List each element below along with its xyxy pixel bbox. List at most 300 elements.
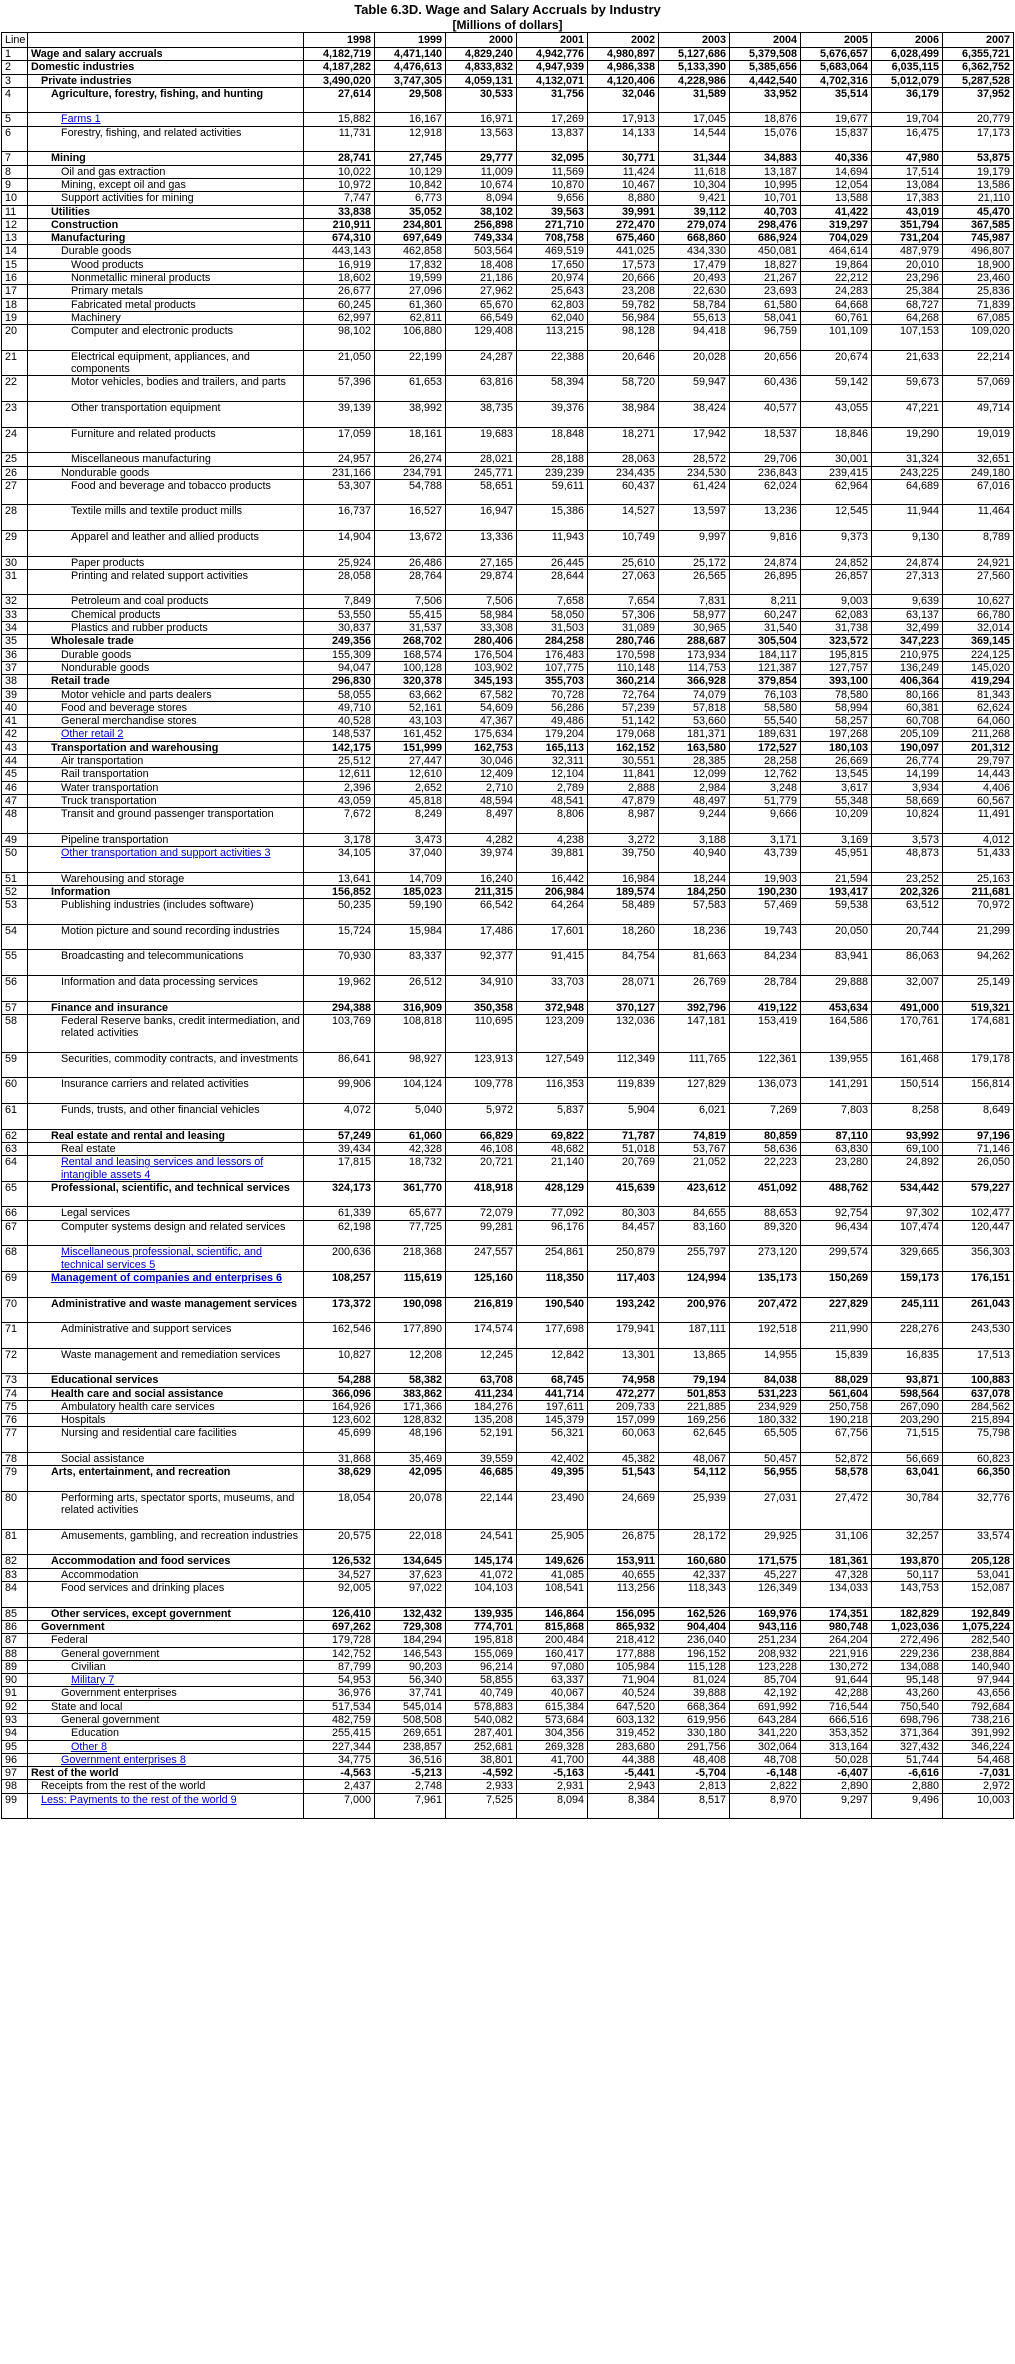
value-cell: 21,299 <box>943 924 1014 950</box>
value-cell: 247,557 <box>446 1246 517 1272</box>
value-cell: 63,708 <box>446 1374 517 1387</box>
row-label-text: Machinery <box>71 311 121 324</box>
value-cell: 34,527 <box>304 1568 375 1581</box>
value-cell: -5,704 <box>659 1767 730 1780</box>
value-cell: 22,388 <box>517 350 588 376</box>
value-cell: 85,704 <box>730 1674 801 1687</box>
value-cell: 22,214 <box>943 350 1014 376</box>
value-cell: 18,054 <box>304 1491 375 1529</box>
value-cell: 643,284 <box>730 1714 801 1727</box>
value-cell: 110,695 <box>446 1014 517 1052</box>
table-row <box>2 505 1014 531</box>
value-cell: 20,028 <box>659 350 730 376</box>
value-cell: 15,724 <box>304 924 375 950</box>
value-cell: 7,961 <box>375 1793 446 1819</box>
line-number: 51 <box>2 872 28 885</box>
row-label <box>28 608 304 621</box>
value-cell: 22,018 <box>375 1529 446 1555</box>
value-cell: 28,572 <box>659 453 730 466</box>
value-cell: 39,139 <box>304 402 375 428</box>
value-cell: 59,673 <box>872 376 943 402</box>
row-label-text: Primary metals <box>71 285 143 298</box>
value-cell: 94,262 <box>943 950 1014 976</box>
value-cell: 296,830 <box>304 675 375 688</box>
value-cell: 24,283 <box>801 285 872 298</box>
line-number: 68 <box>2 1246 28 1272</box>
value-cell: 366,928 <box>659 675 730 688</box>
line-number: 23 <box>2 402 28 428</box>
line-number: 18 <box>2 298 28 311</box>
value-cell: -5,163 <box>517 1767 588 1780</box>
line-number: 16 <box>2 272 28 285</box>
value-cell: 243,225 <box>872 466 943 479</box>
value-cell: 17,913 <box>588 113 659 126</box>
value-cell: 4,406 <box>943 781 1014 794</box>
value-cell: 100,128 <box>375 661 446 674</box>
value-cell: 464,614 <box>801 245 872 258</box>
value-cell: 865,932 <box>588 1620 659 1633</box>
value-cell: 142,752 <box>304 1647 375 1660</box>
value-cell: 60,436 <box>730 376 801 402</box>
value-cell: 943,116 <box>730 1620 801 1633</box>
row-label <box>28 781 304 794</box>
value-cell: 12,762 <box>730 768 801 781</box>
value-cell: 175,634 <box>446 728 517 741</box>
row-label-text: Nondurable goods <box>61 466 150 479</box>
line-number: 2 <box>2 61 28 74</box>
value-cell: 23,252 <box>872 872 943 885</box>
row-label <box>28 466 304 479</box>
value-cell: 43,055 <box>801 402 872 428</box>
value-cell: 218,368 <box>375 1246 446 1272</box>
value-cell: 51,142 <box>588 715 659 728</box>
table-row <box>2 808 1014 834</box>
value-cell: 17,383 <box>872 192 943 205</box>
footnote-link[interactable]: Miscellaneous professional, scientific, and technical services 5 <box>61 1246 263 1271</box>
value-cell: 100,883 <box>943 1374 1014 1387</box>
value-cell: 61,424 <box>659 479 730 505</box>
line-number: 5 <box>2 113 28 126</box>
value-cell: 42,095 <box>375 1466 446 1492</box>
row-label <box>28 1620 304 1633</box>
value-cell: 28,071 <box>588 976 659 1002</box>
value-cell: 234,929 <box>730 1400 801 1413</box>
value-cell: 27,447 <box>375 755 446 768</box>
value-cell: 19,683 <box>446 427 517 453</box>
value-cell: 256,898 <box>446 218 517 231</box>
value-cell: 205,109 <box>872 728 943 741</box>
value-cell: 115,619 <box>375 1271 446 1297</box>
value-cell: 43,103 <box>375 715 446 728</box>
value-cell: 503,564 <box>446 245 517 258</box>
row-label-text: Other transportation equipment <box>71 402 221 415</box>
value-cell: 2,437 <box>304 1780 375 1793</box>
row-label <box>28 741 304 754</box>
value-cell: 298,476 <box>730 218 801 231</box>
value-cell: 28,764 <box>375 569 446 595</box>
value-cell: 47,879 <box>588 794 659 807</box>
footnote-link[interactable]: Other 8 <box>71 1740 108 1753</box>
footnote-link[interactable]: Military 7 <box>71 1674 115 1687</box>
value-cell: 419,294 <box>943 675 1014 688</box>
value-cell: 17,059 <box>304 427 375 453</box>
value-cell: 31,106 <box>801 1529 872 1555</box>
table-row <box>2 285 1014 298</box>
value-cell: 9,656 <box>517 192 588 205</box>
value-cell: 60,823 <box>943 1453 1014 1466</box>
value-cell: 141,291 <box>801 1078 872 1104</box>
value-cell: 127,829 <box>659 1078 730 1104</box>
value-cell: 108,541 <box>517 1582 588 1608</box>
row-label-text: Administrative and waste management services <box>51 1297 298 1310</box>
value-cell: 103,769 <box>304 1014 375 1052</box>
value-cell: 51,744 <box>872 1753 943 1766</box>
value-cell: 63,816 <box>446 376 517 402</box>
value-cell: 104,124 <box>375 1078 446 1104</box>
footnote-link[interactable]: Farms 1 <box>61 113 101 126</box>
value-cell: 84,655 <box>659 1207 730 1220</box>
value-cell: 4,059,131 <box>446 74 517 87</box>
value-cell: 4,238 <box>517 833 588 846</box>
value-cell: 347,223 <box>872 635 943 648</box>
row-label <box>28 205 304 218</box>
value-cell: 8,517 <box>659 1793 730 1819</box>
value-cell: 6,028,499 <box>872 48 943 61</box>
line-number: 8 <box>2 165 28 178</box>
table-row <box>2 1207 1014 1220</box>
value-cell: 179,178 <box>943 1052 1014 1078</box>
line-number: 83 <box>2 1568 28 1581</box>
value-cell: 95,148 <box>872 1674 943 1687</box>
value-cell: 508,508 <box>375 1714 446 1727</box>
value-cell: 89,320 <box>730 1220 801 1246</box>
value-cell: 20,666 <box>588 272 659 285</box>
value-cell: 59,611 <box>517 479 588 505</box>
value-cell: 192,518 <box>730 1323 801 1349</box>
table-row <box>2 113 1014 126</box>
row-label <box>28 48 304 61</box>
value-cell: 9,639 <box>872 595 943 608</box>
value-cell: -6,616 <box>872 1767 943 1780</box>
value-cell: 2,396 <box>304 781 375 794</box>
line-number: 34 <box>2 622 28 635</box>
value-cell: 127,757 <box>801 661 872 674</box>
row-label-text: Other services, except government <box>51 1607 232 1620</box>
value-cell: 50,235 <box>304 899 375 925</box>
line-number: 39 <box>2 688 28 701</box>
value-cell: 17,573 <box>588 258 659 271</box>
table-row <box>2 298 1014 311</box>
value-cell: 18,846 <box>801 427 872 453</box>
table-row <box>2 794 1014 807</box>
value-cell: 323,572 <box>801 635 872 648</box>
value-cell: 59,142 <box>801 376 872 402</box>
table-row <box>2 1491 1014 1529</box>
value-cell: 185,023 <box>375 886 446 899</box>
footnote-link[interactable]: Other retail 2 <box>61 728 124 741</box>
value-cell: 12,409 <box>446 768 517 781</box>
line-number: 44 <box>2 755 28 768</box>
table-row <box>2 1647 1014 1660</box>
value-cell: 10,209 <box>801 808 872 834</box>
value-cell: 200,636 <box>304 1246 375 1272</box>
value-cell: -7,031 <box>943 1767 1014 1780</box>
line-number: 12 <box>2 218 28 231</box>
value-cell: 9,373 <box>801 530 872 556</box>
row-label <box>28 376 304 402</box>
value-cell: 62,803 <box>517 298 588 311</box>
value-cell: -4,563 <box>304 1767 375 1780</box>
value-cell: 210,911 <box>304 218 375 231</box>
table-subtitle: [Millions of dollars] <box>452 18 563 32</box>
value-cell: 14,527 <box>588 505 659 531</box>
value-cell: 134,033 <box>801 1582 872 1608</box>
value-cell: 3,573 <box>872 833 943 846</box>
value-cell: 26,875 <box>588 1529 659 1555</box>
value-cell: 70,972 <box>943 899 1014 925</box>
value-cell: 128,832 <box>375 1414 446 1427</box>
row-label <box>28 1387 304 1400</box>
row-label-text: Securities, commodity contracts, and investments <box>61 1052 299 1065</box>
value-cell: 39,750 <box>588 847 659 873</box>
row-label-text: Food and beverage stores <box>61 701 188 714</box>
row-label <box>28 556 304 569</box>
value-cell: 20,769 <box>588 1156 659 1182</box>
value-cell: 13,187 <box>730 165 801 178</box>
row-label <box>28 976 304 1002</box>
value-cell: 750,540 <box>872 1700 943 1713</box>
value-cell: 62,198 <box>304 1220 375 1246</box>
value-cell: 10,972 <box>304 178 375 191</box>
row-label-text: Accommodation and food services <box>51 1555 231 1568</box>
value-cell: 57,249 <box>304 1129 375 1142</box>
value-cell: 236,843 <box>730 466 801 479</box>
value-cell: 3,617 <box>801 781 872 794</box>
value-cell: 472,277 <box>588 1387 659 1400</box>
value-cell: 168,574 <box>375 648 446 661</box>
value-cell: 330,180 <box>659 1727 730 1740</box>
value-cell: 268,702 <box>375 635 446 648</box>
value-cell: 43,260 <box>872 1687 943 1700</box>
row-label <box>28 311 304 324</box>
value-cell: 41,072 <box>446 1568 517 1581</box>
value-cell: 10,674 <box>446 178 517 191</box>
value-cell: 43,656 <box>943 1687 1014 1700</box>
table-row <box>2 1414 1014 1427</box>
value-cell: 126,532 <box>304 1555 375 1568</box>
value-cell: 26,274 <box>375 453 446 466</box>
value-cell: 62,040 <box>517 311 588 324</box>
value-cell: 93,871 <box>872 1374 943 1387</box>
value-cell: 61,360 <box>375 298 446 311</box>
value-cell: 51,433 <box>943 847 1014 873</box>
value-cell: -6,407 <box>801 1767 872 1780</box>
value-cell: 38,629 <box>304 1466 375 1492</box>
value-cell: 39,434 <box>304 1142 375 1155</box>
value-cell: 147,181 <box>659 1014 730 1052</box>
row-label <box>28 1767 304 1780</box>
value-cell: 58,050 <box>517 608 588 621</box>
value-cell: 62,083 <box>801 608 872 621</box>
value-cell: 160,680 <box>659 1555 730 1568</box>
value-cell: 40,655 <box>588 1568 659 1581</box>
value-cell: 18,848 <box>517 427 588 453</box>
value-cell: 57,469 <box>730 899 801 925</box>
value-cell: 20,050 <box>801 924 872 950</box>
value-cell: 8,211 <box>730 595 801 608</box>
footnote-link[interactable]: Government enterprises 8 <box>61 1753 186 1766</box>
table-row <box>2 715 1014 728</box>
value-cell: 209,733 <box>588 1400 659 1413</box>
value-cell: 36,976 <box>304 1687 375 1700</box>
value-cell: 7,000 <box>304 1793 375 1819</box>
value-cell: 980,748 <box>801 1620 872 1633</box>
row-label <box>28 1660 304 1673</box>
value-cell: 173,372 <box>304 1297 375 1323</box>
table-row <box>2 61 1014 74</box>
value-cell: 13,865 <box>659 1348 730 1374</box>
value-cell: 251,234 <box>730 1634 801 1647</box>
value-cell: 25,172 <box>659 556 730 569</box>
line-number: 35 <box>2 635 28 648</box>
value-cell: 107,153 <box>872 325 943 351</box>
value-cell: 39,974 <box>446 847 517 873</box>
value-cell: 304,356 <box>517 1727 588 1740</box>
footnote-link[interactable]: Less: Payments to the rest of the world 9 <box>41 1793 237 1806</box>
value-cell: 83,941 <box>801 950 872 976</box>
value-cell: 161,468 <box>872 1052 943 1078</box>
row-label <box>28 768 304 781</box>
footnote-link[interactable]: Rental and leasing services and lessors of intangible assets 4 <box>61 1156 264 1181</box>
value-cell: 3,169 <box>801 833 872 846</box>
row-label <box>28 1793 304 1819</box>
value-cell: 17,269 <box>517 113 588 126</box>
value-cell: 9,666 <box>730 808 801 834</box>
table-row <box>2 1767 1014 1780</box>
row-label <box>28 622 304 635</box>
value-cell: 496,807 <box>943 245 1014 258</box>
value-cell: 136,073 <box>730 1078 801 1104</box>
line-number: 26 <box>2 466 28 479</box>
value-cell: 156,852 <box>304 886 375 899</box>
value-cell: 16,835 <box>872 1348 943 1374</box>
value-cell: 26,677 <box>304 285 375 298</box>
value-cell: 97,302 <box>872 1207 943 1220</box>
value-cell: 51,018 <box>588 1142 659 1155</box>
value-cell: 110,148 <box>588 661 659 674</box>
value-cell: 39,888 <box>659 1687 730 1700</box>
value-cell: 56,286 <box>517 701 588 714</box>
value-cell: 159,173 <box>872 1271 943 1297</box>
value-cell: 3,490,020 <box>304 74 375 87</box>
value-cell: 115,128 <box>659 1660 730 1673</box>
value-cell: 107,474 <box>872 1220 943 1246</box>
table-row <box>2 48 1014 61</box>
value-cell: 238,884 <box>943 1647 1014 1660</box>
value-cell: 8,970 <box>730 1793 801 1819</box>
footnote-link[interactable]: Management of companies and enterprises 6 <box>51 1271 282 1284</box>
value-cell: 9,244 <box>659 808 730 834</box>
value-cell: 16,947 <box>446 505 517 531</box>
row-label-text: Private industries <box>41 74 132 87</box>
footnote-link[interactable]: Other transportation and support activities 3 <box>61 847 271 860</box>
value-cell: 234,435 <box>588 466 659 479</box>
value-cell: 238,857 <box>375 1740 446 1753</box>
table-row <box>2 466 1014 479</box>
value-cell: 31,503 <box>517 622 588 635</box>
line-number: 3 <box>2 74 28 87</box>
row-label <box>28 715 304 728</box>
value-cell: 4,442,540 <box>730 74 801 87</box>
value-cell: 51,779 <box>730 794 801 807</box>
value-cell: 40,524 <box>588 1687 659 1700</box>
value-cell: 151,999 <box>375 741 446 754</box>
value-cell: 48,497 <box>659 794 730 807</box>
value-cell: 228,276 <box>872 1323 943 1349</box>
line-header: Line <box>2 33 28 48</box>
table-row <box>2 258 1014 271</box>
value-cell: 65,670 <box>446 298 517 311</box>
row-label-text: Chemical products <box>71 608 161 621</box>
value-cell: 29,706 <box>730 453 801 466</box>
value-cell: 708,758 <box>517 232 588 245</box>
value-cell: 27,063 <box>588 569 659 595</box>
table-row <box>2 1104 1014 1130</box>
value-cell: 346,224 <box>943 1740 1014 1753</box>
value-cell: 97,944 <box>943 1674 1014 1687</box>
row-label-text: Nonmetallic mineral products <box>71 272 211 285</box>
value-cell: 69,100 <box>872 1142 943 1155</box>
value-cell: 26,512 <box>375 976 446 1002</box>
value-cell: 249,180 <box>943 466 1014 479</box>
value-cell: 16,240 <box>446 872 517 885</box>
row-label <box>28 847 304 873</box>
value-cell: 145,020 <box>943 661 1014 674</box>
line-number: 62 <box>2 1129 28 1142</box>
table-row <box>2 311 1014 324</box>
value-cell: 239,239 <box>517 466 588 479</box>
value-cell: 250,879 <box>588 1246 659 1272</box>
value-cell: 64,689 <box>872 479 943 505</box>
value-cell: 215,894 <box>943 1414 1014 1427</box>
value-cell: 28,258 <box>730 755 801 768</box>
row-label <box>28 688 304 701</box>
line-number: 14 <box>2 245 28 258</box>
value-cell: 60,247 <box>730 608 801 621</box>
row-label-text: Information <box>51 886 111 898</box>
value-cell: 74,958 <box>588 1374 659 1387</box>
value-cell: 132,432 <box>375 1607 446 1620</box>
line-number: 95 <box>2 1740 28 1753</box>
value-cell: 196,152 <box>659 1647 730 1660</box>
line-number: 19 <box>2 311 28 324</box>
row-label <box>28 1753 304 1766</box>
value-cell: 3,188 <box>659 833 730 846</box>
value-cell: 15,882 <box>304 113 375 126</box>
value-cell: 4,833,832 <box>446 61 517 74</box>
table-row <box>2 569 1014 595</box>
value-cell: 156,095 <box>588 1607 659 1620</box>
line-number: 74 <box>2 1387 28 1400</box>
value-cell: 150,514 <box>872 1078 943 1104</box>
value-cell: 19,019 <box>943 427 1014 453</box>
row-label <box>28 165 304 178</box>
row-label-text: Funds, trusts, and other financial vehicles <box>61 1104 260 1117</box>
value-cell: 22,212 <box>801 272 872 285</box>
value-cell: 46,685 <box>446 1466 517 1492</box>
value-cell: 125,160 <box>446 1271 517 1297</box>
row-label-text: Educational services <box>51 1374 159 1387</box>
